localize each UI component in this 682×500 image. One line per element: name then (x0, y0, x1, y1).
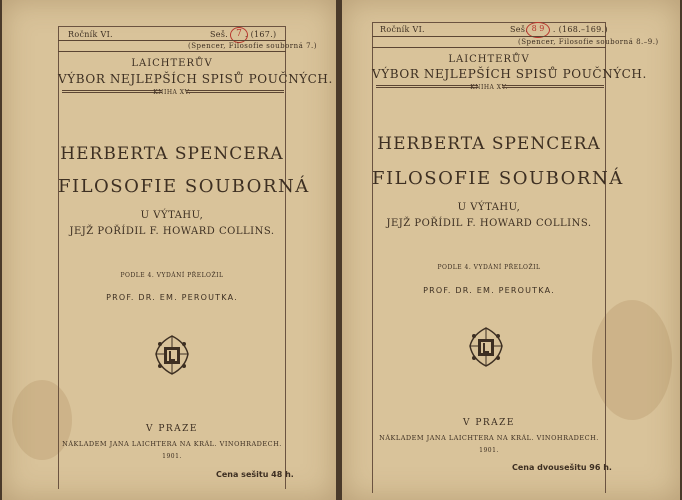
edition-note: PODLE 4. VYDÁNÍ PŘELOŽIL (120, 272, 224, 279)
subtitle-line-2: JEJŽ POŘÍDIL F. HOWARD COLLINS. (386, 218, 592, 229)
publisher-emblem-icon (152, 334, 192, 376)
price: Cena sešitu 48 h. (216, 470, 294, 479)
year: 1901. (162, 453, 182, 460)
price: Cena dvousešitu 96 h. (512, 463, 612, 472)
volume-label: Ročník VI. (68, 30, 113, 39)
handwritten-issue-number: 8 9 (526, 22, 550, 38)
book-title: FILOSOFIE SOUBORNÁ (58, 176, 310, 197)
edition-note: PODLE 4. VYDÁNÍ PŘELOŽIL (437, 264, 541, 271)
issue-label: Seš. . (167.) (210, 30, 277, 39)
place: V PRAZE (145, 424, 198, 434)
cover-left (2, 0, 336, 500)
publisher: NÁKLADEM JANA LAICHTERA NA KRÁL. VINOHRADECH. (62, 440, 282, 448)
translator: PROF. DR. EM. PEROUTKA. (106, 293, 238, 302)
year: 1901. (479, 447, 499, 454)
issue-label: Seš. . (168.–169.) (510, 25, 608, 34)
handwritten-issue-number: 7 (230, 27, 248, 43)
issue-note: (Spencer, Filosofie souborná 7.) (188, 42, 317, 50)
subtitle-line-1: U VÝTAHU, (140, 210, 204, 221)
author: HERBERTA SPENCERA (60, 144, 284, 164)
publisher-emblem-icon (466, 326, 506, 368)
subtitle-line-1: U VÝTAHU, (457, 202, 521, 213)
book-number: KNIHA XV. (153, 89, 191, 96)
translator: PROF. DR. EM. PEROUTKA. (423, 286, 555, 295)
series-publisher: LAICHTERŮV (448, 54, 530, 65)
cover-right (342, 0, 680, 500)
book-number: KNIHA XV. (470, 84, 508, 91)
series-title: VÝBOR NEJLEPŠÍCH SPISŮ POUČNÝCH. (372, 67, 647, 81)
book-title: FILOSOFIE SOUBORNÁ (372, 168, 624, 189)
series-publisher: LAICHTERŮV (131, 58, 213, 69)
publisher: NÁKLADEM JANA LAICHTERA NA KRÁL. VINOHRADECH. (379, 434, 599, 442)
issue-note: (Spencer, Filosofie souborná 8.–9.) (518, 38, 659, 46)
series-title: VÝBOR NEJLEPŠÍCH SPISŮ POUČNÝCH. (58, 72, 333, 86)
volume-label: Ročník VI. (380, 25, 425, 34)
author: HERBERTA SPENCERA (377, 134, 601, 154)
subtitle-line-2: JEJŽ POŘÍDIL F. HOWARD COLLINS. (69, 226, 275, 237)
place: V PRAZE (462, 418, 515, 428)
